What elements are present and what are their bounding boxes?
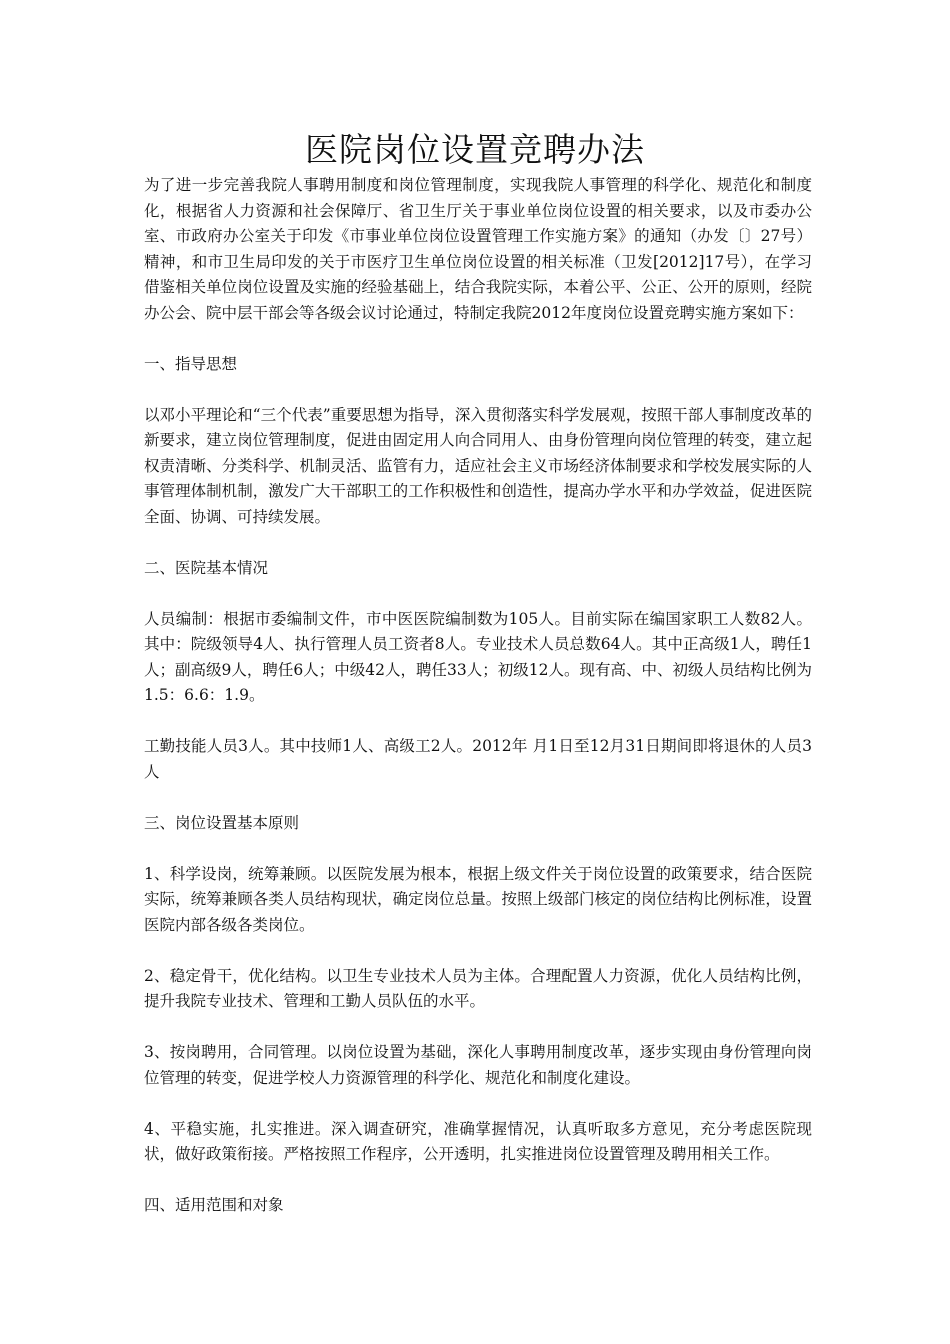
section-heading-principles: 三、岗位设置基本原则	[144, 813, 300, 832]
section-heading-basic-situation: 二、医院基本情况	[144, 558, 269, 577]
principle-item: 1、科学设岗，统筹兼顾。以医院发展为根本，根据上级文件关于岗位设置的政策要求，结合医院实际，统筹兼顾各类人员结构现状，确定岗位总量。按照上级部门核定的岗位结构比例标准，设置医院内部各级各类岗位。	[144, 864, 812, 934]
document-body	[144, 173, 812, 1219]
guiding-thought-paragraph: 以邓小平理论和“三个代表”重要思想为指导，深入贯彻落实科学发展观，按照干部人事制度改革的新要求，建立岗位管理制度，促进由固定用人向合同用人、由身份管理向岗位管理的转变，建立起权责清晰、分类科学、机制灵活、监管有力，适应社会主义市场经济体制要求和学校发展实际的人事管理体制机制，激发广大干部职工的工作积极性和创造性，提高办学水平和办学效益，促进医院全面、协调、可持续发展。	[144, 405, 812, 526]
principle-item: 2、稳定骨干，优化结构。以卫生专业技术人员为主体。合理配置人力资源，优化人员结构比例，提升我院专业技术、管理和工勤人员队伍的水平。	[144, 966, 812, 1010]
staffing-paragraph: 人员编制：根据市委编制文件，市中医医院编制数为105人。目前实际在编国家职工人数82人。其中：院级领导4人、执行管理人员工资者8人。专业技术人员总数64人。其中正高级1人，聘任1人；副高级9人，聘任6人；中级42人，聘任33人；初级12人。现有高、中、初级人员结构比例为1.5：6.6：1.9。	[144, 609, 812, 704]
document-title: 医院岗位设置竞聘办法	[305, 130, 645, 169]
section-heading-guiding-thought: 一、指导思想	[144, 354, 238, 373]
principle-item: 3、按岗聘用，合同管理。以岗位设置为基础，深化人事聘用制度改革，逐步实现由身份管理向岗位管理的转变，促进学校人力资源管理的科学化、规范化和制度化建设。	[144, 1043, 812, 1087]
section-heading-scope: 四、适用范围和对象	[144, 1196, 284, 1214]
workers-paragraph: 工勤技能人员3人。其中技师1人、高级工2人。2012年 月1日至12月31日期间即将退休的人员3人	[144, 737, 812, 781]
intro-paragraph: 为了进一步完善我院人事聘用制度和岗位管理制度，实现我院人事管理的科学化、规范化和制度化，根据省人力资源和社会保障厅、省卫生厅关于事业单位岗位设置的相关要求，以及市委办公室、市政府办公室关于印发《市事业单位岗位设置管理工作实施方案》的通知（办发〔〕27号）精神，和市卫生局印发的关于市医疗卫生单位岗位设置的相关标准（卫发[2012]17号），在学习借鉴相关单位岗位设置及实施的经验基础上，结合我院实际，本着公平、公正、公开的原则，经院办公会、院中层干部会等各级会议讨论通过，特制定我院2012年度岗位设置竞聘实施方案如下：	[144, 176, 812, 322]
principle-item: 4、平稳实施，扎实推进。深入调查研究，准确掌握情况，认真听取多方意见，充分考虑医院现状，做好政策衔接。严格按照工作程序，公开透明，扎实推进岗位设置管理及聘用相关工作。	[144, 1119, 812, 1163]
